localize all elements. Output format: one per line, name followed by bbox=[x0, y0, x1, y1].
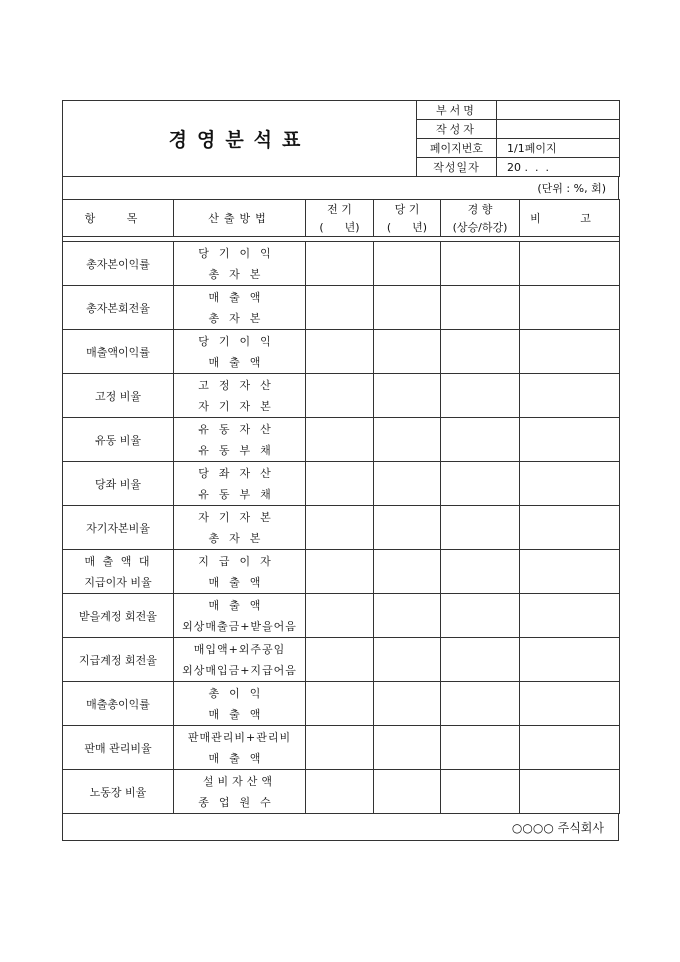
row-denominator: 외상매출금+받을어음 bbox=[174, 615, 306, 638]
row-item: 노동장 비율 bbox=[63, 770, 174, 814]
cell-curr[interactable] bbox=[374, 286, 441, 330]
meta-label-page: 페이지번호 bbox=[417, 139, 497, 158]
cell-prev[interactable] bbox=[306, 242, 374, 286]
cell-remark[interactable] bbox=[520, 770, 620, 814]
cell-curr[interactable] bbox=[374, 594, 441, 638]
row-item: 총자본회전율 bbox=[63, 286, 174, 330]
row-item: 지급계정 회전율 bbox=[63, 638, 174, 682]
meta-value-date[interactable]: 20 . . . bbox=[497, 158, 620, 177]
row-denominator: 총자본 bbox=[174, 527, 306, 550]
cell-remark[interactable] bbox=[520, 638, 620, 682]
row-item: 매출액이익률 bbox=[63, 330, 174, 374]
row-item: 고정 비율 bbox=[63, 374, 174, 418]
column-header-prev-year: ( 년) bbox=[306, 218, 374, 237]
cell-curr[interactable] bbox=[374, 374, 441, 418]
row-numerator: 설비자산액 bbox=[174, 770, 306, 792]
cell-remark[interactable] bbox=[520, 550, 620, 594]
row-numerator: 지급이자 bbox=[174, 550, 306, 572]
cell-prev[interactable] bbox=[306, 330, 374, 374]
row-denominator: 총자본 bbox=[174, 263, 306, 286]
cell-remark[interactable] bbox=[520, 330, 620, 374]
cell-trend[interactable] bbox=[441, 550, 520, 594]
cell-remark[interactable] bbox=[520, 418, 620, 462]
row-numerator: 매입액+외주공임 bbox=[174, 638, 306, 660]
row-item-line2: 지급이자 비율 bbox=[63, 571, 174, 594]
row-denominator: 매출액 bbox=[174, 351, 306, 374]
row-numerator: 총이익 bbox=[174, 682, 306, 704]
cell-prev[interactable] bbox=[306, 418, 374, 462]
row-numerator: 당기이익 bbox=[174, 242, 306, 264]
row-numerator: 고정자산 bbox=[174, 374, 306, 396]
cell-curr[interactable] bbox=[374, 506, 441, 550]
cell-trend[interactable] bbox=[441, 462, 520, 506]
cell-curr[interactable] bbox=[374, 682, 441, 726]
cell-prev[interactable] bbox=[306, 594, 374, 638]
cell-prev[interactable] bbox=[306, 550, 374, 594]
cell-trend[interactable] bbox=[441, 594, 520, 638]
row-item: 유동 비율 bbox=[63, 418, 174, 462]
cell-remark[interactable] bbox=[520, 506, 620, 550]
row-denominator: 유동부채 bbox=[174, 439, 306, 462]
row-numerator: 매출액 bbox=[174, 594, 306, 616]
cell-trend[interactable] bbox=[441, 506, 520, 550]
cell-trend[interactable] bbox=[441, 286, 520, 330]
analysis-sheet bbox=[62, 100, 619, 841]
row-numerator: 매출액 bbox=[174, 286, 306, 308]
row-item: 판매 관리비율 bbox=[63, 726, 174, 770]
row-numerator: 유동자산 bbox=[174, 418, 306, 440]
company-name: ○○○○ 주식회사 bbox=[63, 814, 619, 841]
cell-curr[interactable] bbox=[374, 770, 441, 814]
cell-curr[interactable] bbox=[374, 330, 441, 374]
row-denominator: 외상매입금+지급어음 bbox=[174, 659, 306, 682]
cell-prev[interactable] bbox=[306, 374, 374, 418]
cell-curr[interactable] bbox=[374, 242, 441, 286]
row-numerator: 자기자본 bbox=[174, 506, 306, 528]
cell-curr[interactable] bbox=[374, 638, 441, 682]
cell-trend[interactable] bbox=[441, 330, 520, 374]
column-header-item: 항 목 bbox=[63, 200, 174, 237]
row-denominator: 유동부채 bbox=[174, 483, 306, 506]
meta-label-date: 작성일자 bbox=[417, 158, 497, 177]
column-header-remark: 비 고 bbox=[520, 200, 620, 237]
cell-remark[interactable] bbox=[520, 726, 620, 770]
row-item: 자기자본비율 bbox=[63, 506, 174, 550]
row-denominator: 자기자본 bbox=[174, 395, 306, 418]
cell-curr[interactable] bbox=[374, 418, 441, 462]
cell-remark[interactable] bbox=[520, 374, 620, 418]
cell-trend[interactable] bbox=[441, 638, 520, 682]
unit-label: (단위 : %, 회) bbox=[63, 177, 619, 200]
meta-label-author: 작성자 bbox=[417, 120, 497, 139]
cell-trend[interactable] bbox=[441, 374, 520, 418]
cell-remark[interactable] bbox=[520, 462, 620, 506]
column-header-trend-note: (상승/하강) bbox=[441, 218, 520, 237]
document-title: 경영분석표 bbox=[63, 101, 417, 177]
cell-prev[interactable] bbox=[306, 726, 374, 770]
cell-curr[interactable] bbox=[374, 726, 441, 770]
row-item-line1: 매 출 액 대 bbox=[63, 550, 174, 572]
cell-curr[interactable] bbox=[374, 462, 441, 506]
row-item: 총자본이익률 bbox=[63, 242, 174, 286]
column-header-curr-year: ( 년) bbox=[374, 218, 441, 237]
row-item: 매출총이익률 bbox=[63, 682, 174, 726]
cell-trend[interactable] bbox=[441, 726, 520, 770]
column-header-prev: 전 기 bbox=[306, 200, 374, 219]
cell-prev[interactable] bbox=[306, 286, 374, 330]
cell-remark[interactable] bbox=[520, 242, 620, 286]
row-item: 받을계정 회전율 bbox=[63, 594, 174, 638]
column-header-method: 산출방법 bbox=[174, 200, 306, 237]
meta-value-author[interactable] bbox=[497, 120, 620, 139]
row-denominator: 종업원수 bbox=[174, 791, 306, 814]
meta-label-dept: 부서명 bbox=[417, 101, 497, 120]
cell-prev[interactable] bbox=[306, 506, 374, 550]
cell-remark[interactable] bbox=[520, 682, 620, 726]
row-numerator: 당좌자산 bbox=[174, 462, 306, 484]
cell-prev[interactable] bbox=[306, 770, 374, 814]
cell-prev[interactable] bbox=[306, 638, 374, 682]
row-denominator: 매출액 bbox=[174, 747, 306, 770]
cell-remark[interactable] bbox=[520, 286, 620, 330]
cell-prev[interactable] bbox=[306, 682, 374, 726]
row-denominator: 매출액 bbox=[174, 571, 306, 594]
cell-trend[interactable] bbox=[441, 682, 520, 726]
footer-table bbox=[62, 813, 619, 841]
row-numerator: 당기이익 bbox=[174, 330, 306, 352]
cell-remark[interactable] bbox=[520, 594, 620, 638]
cell-trend[interactable] bbox=[441, 770, 520, 814]
row-denominator: 총자본 bbox=[174, 307, 306, 330]
meta-value-page[interactable]: 1/1페이지 bbox=[497, 139, 620, 158]
row-numerator: 판매관리비+관리비 bbox=[174, 726, 306, 748]
ratio-table bbox=[62, 199, 620, 814]
header-table bbox=[62, 100, 620, 177]
cell-trend[interactable] bbox=[441, 418, 520, 462]
row-item: 당좌 비율 bbox=[63, 462, 174, 506]
cell-trend[interactable] bbox=[441, 242, 520, 286]
unit-table bbox=[62, 176, 619, 200]
column-header-curr: 당 기 bbox=[374, 200, 441, 219]
meta-value-dept[interactable] bbox=[497, 101, 620, 120]
cell-prev[interactable] bbox=[306, 462, 374, 506]
row-denominator: 매출액 bbox=[174, 703, 306, 726]
cell-curr[interactable] bbox=[374, 550, 441, 594]
column-header-trend: 경 향 bbox=[441, 200, 520, 219]
